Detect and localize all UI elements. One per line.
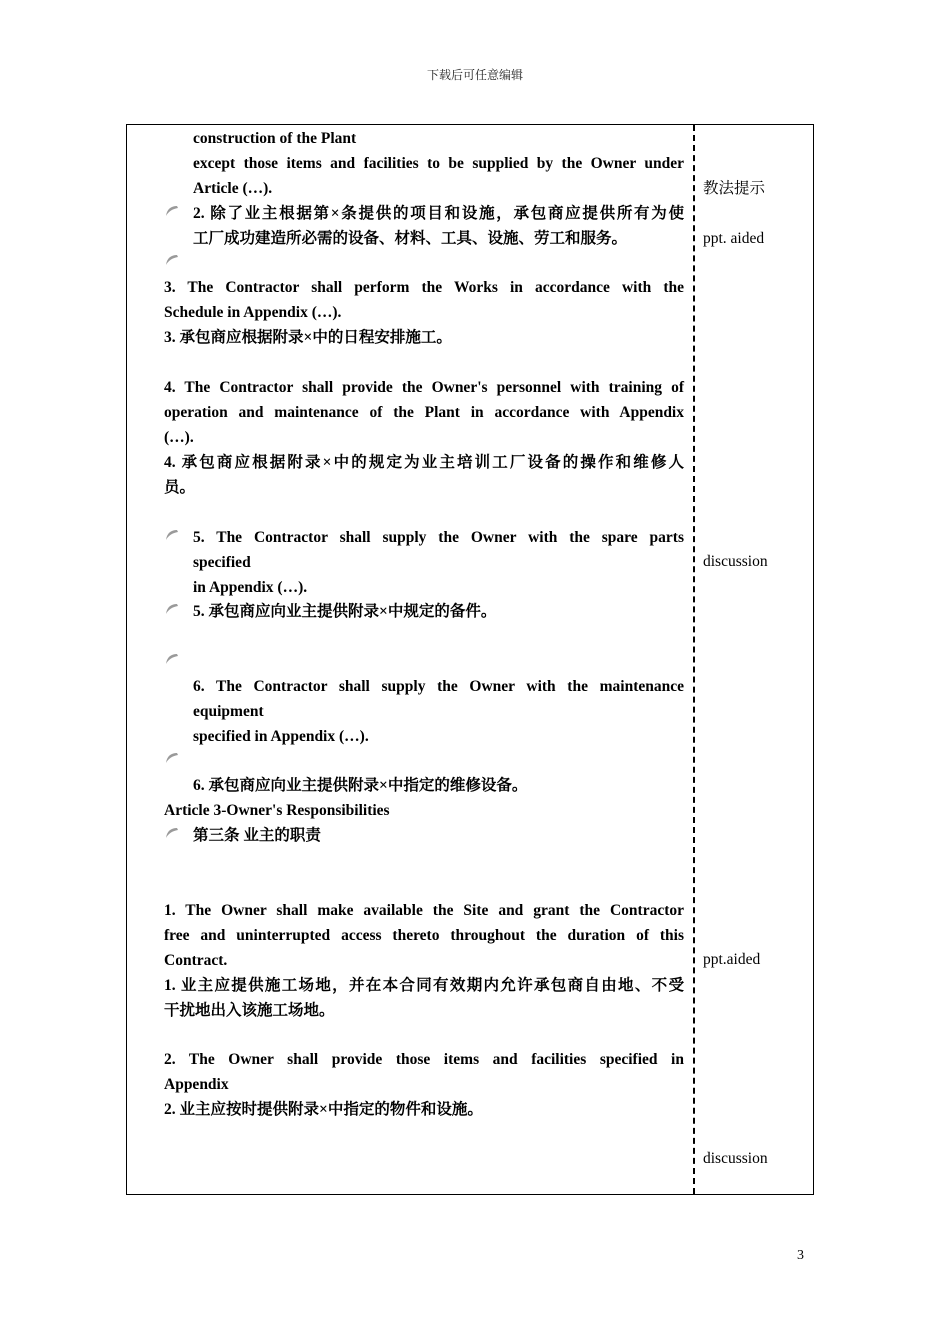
text-line: 5. The Contractor shall supply the Owner with the spare parts: [193, 529, 684, 546]
swoosh-bullet-icon: [164, 204, 180, 220]
text-line: (…).: [164, 429, 194, 446]
page-header: 下载后可任意编辑: [426, 68, 523, 82]
text-line: construction of the Plant: [193, 130, 357, 147]
text-line: specified in Appendix (…).: [193, 728, 369, 745]
article-heading-zh: 第三条 业主的职责: [193, 827, 321, 844]
page-number: 3: [797, 1248, 804, 1263]
text-line: Contract.: [164, 952, 228, 969]
text-line: except those items and facilities to be supplied by the Owner under: [193, 155, 684, 172]
text-line: 4. The Contractor shall provide the Owner's personnel with training of: [164, 379, 684, 396]
text-line: Schedule in Appendix (…).: [164, 304, 342, 321]
text-line: 1. The Owner shall make available the Site and grant the Contractor: [164, 902, 684, 919]
text-line: 2. The Owner shall provide those items and facilities specified in: [164, 1051, 684, 1068]
lesson-table: [126, 124, 814, 1195]
method-note: ppt. aided: [703, 230, 765, 247]
text-line: 6. The Contractor shall supply the Owner with the maintenance: [193, 678, 684, 695]
text-line: 2. 除了业主根据第×条提供的项目和设施，承包商应提供所有为使: [193, 205, 684, 222]
swoosh-bullet-icon: [164, 602, 180, 618]
text-line: 6. 承包商应向业主提供附录×中指定的维修设备。: [193, 777, 528, 794]
text-line: 5. 承包商应向业主提供附录×中规定的备件。: [193, 603, 497, 620]
swoosh-bullet-icon: [164, 528, 180, 544]
text-line: 3. 承包商应根据附录×中的日程安排施工。: [164, 329, 452, 346]
text-line: operation and maintenance of the Plant in accordance with Appendix: [164, 404, 684, 421]
text-line: 员。: [164, 479, 196, 496]
text-line: 3. The Contractor shall perform the Works in accordance with the: [164, 279, 684, 296]
text-line: in Appendix (…).: [193, 579, 308, 596]
text-line: specified: [193, 554, 251, 571]
text-line: 工厂成功建造所必需的设备、材料、工具、设施、劳工和服务。: [193, 230, 628, 247]
method-note: ppt.aided: [703, 951, 761, 968]
swoosh-bullet-icon: [164, 751, 180, 767]
swoosh-bullet-icon: [164, 253, 180, 269]
text-line: 干扰地出入该施工场地。: [164, 1002, 335, 1019]
swoosh-bullet-icon: [164, 826, 180, 842]
text-line: equipment: [193, 703, 264, 720]
swoosh-bullet-icon: [164, 652, 180, 668]
method-note: discussion: [703, 1150, 768, 1167]
article-heading: Article 3-Owner's Responsibilities: [164, 802, 390, 819]
text-line: free and uninterrupted access thereto throughout the duration of this: [164, 927, 684, 944]
text-line: 2. 业主应按时提供附录×中指定的物件和设施。: [164, 1101, 483, 1118]
column-divider: [693, 125, 695, 1194]
text-line: 4. 承包商应根据附录×中的规定为业主培训工厂设备的操作和维修人: [164, 454, 684, 471]
text-line: 1. 业主应提供施工场地，并在本合同有效期内允许承包商自由地、不受: [164, 977, 684, 994]
text-line: Appendix: [164, 1076, 229, 1093]
method-note: discussion: [703, 553, 768, 570]
teaching-tip-label: 教法提示: [703, 180, 766, 197]
text-line: Article (…).: [193, 180, 273, 197]
